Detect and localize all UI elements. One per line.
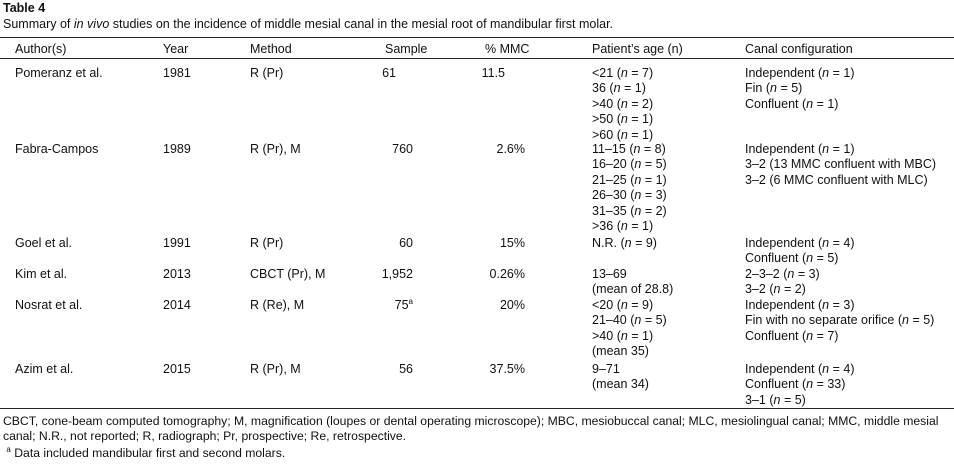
age-line: >40 (n = 1) [592, 328, 654, 343]
table-row-sample [399, 236, 413, 251]
age-line: N.R. (n = 9) [592, 236, 657, 250]
age-line: >50 (n = 1) [592, 112, 654, 127]
table-row-sample [392, 142, 413, 157]
table-row-year: 1991 [163, 236, 191, 250]
config-line: Confluent (n = 1) [745, 96, 839, 111]
header-year: Year [163, 42, 189, 56]
age-line: >40 (n = 2) [592, 96, 654, 111]
sample-value: 760 [392, 142, 413, 156]
config-line: Fin (n = 5) [745, 81, 803, 96]
sample-footnote-mark: a [408, 296, 413, 306]
config-line: Confluent (n = 33) [745, 377, 846, 392]
age-line: <21 (n = 7) [592, 66, 654, 80]
age-line: >36 (n = 1) [592, 218, 654, 233]
config-line: Fin with no separate orifice (n = 5) [745, 313, 935, 328]
table-row-method: R (Pr) [250, 66, 284, 80]
age-line: (mean of 28.8) [592, 282, 674, 297]
table-row-ages [592, 362, 649, 393]
table-row-year: 2014 [163, 298, 191, 312]
caption-text-italic: in vivo [73, 17, 110, 31]
table-row-sample [395, 298, 413, 313]
age-line: 11–15 (n = 8) [592, 142, 666, 156]
age-line: (mean 34) [592, 377, 649, 392]
table-row-method: R (Pr) [250, 236, 284, 250]
table-row-ages [592, 298, 667, 360]
table-row-config [745, 66, 855, 112]
config-line: 3–2 (6 MMC confluent with MLC) [745, 172, 928, 187]
header-canal-config: Canal configuration [745, 42, 853, 56]
caption-text-end: studies on the incidence of middle mesial canal in the mesial root of mandibular first molar. [109, 17, 614, 31]
config-line: Independent (n = 1) [745, 142, 855, 156]
table-row-year: 2013 [163, 267, 191, 281]
sample-value: 60 [399, 236, 413, 250]
header-method: Method [250, 42, 292, 56]
caption-text-start: Summary of [3, 17, 74, 31]
config-line: Independent (n = 4) [745, 362, 855, 376]
table-row-year: 1989 [163, 142, 191, 156]
table-row-ages [592, 267, 673, 298]
header-age: Patient’s age (n) [592, 42, 683, 56]
table-row-sample [382, 267, 413, 282]
config-line: 2–3–2 (n = 3) [745, 267, 820, 281]
footnote-a-mark: a [6, 444, 11, 454]
table-row-method: R (Pr), M [250, 362, 301, 376]
age-line: 9–71 [592, 362, 620, 376]
table-row-author: Goel et al. [15, 236, 72, 250]
table-row-author: Pomeranz et al. [15, 66, 103, 80]
sample-value: 75 [394, 298, 409, 312]
config-line: Confluent (n = 5) [745, 251, 839, 266]
table-row-config [745, 236, 855, 267]
table-row-author: Fabra-Campos [15, 142, 99, 156]
table-row-config [745, 362, 855, 408]
config-line: Confluent (n = 7) [745, 328, 839, 343]
table-row-method: R (Re), M [250, 298, 305, 312]
table-row-year: 1981 [163, 66, 191, 80]
top-rule [0, 37, 954, 38]
age-line: 21–40 (n = 5) [592, 313, 667, 328]
table-row-mmc: 15% [499, 236, 525, 250]
footnote-a-text: Data included mandibular first and second molars. [14, 446, 286, 460]
age-line: 36 (n = 1) [592, 81, 646, 96]
table-row-sample [399, 362, 413, 377]
footnote-abbreviations-line2: canal; N.R., not reported; R, radiograph; Pr, prospective; Re, retrospective. [3, 429, 407, 443]
sample-value: 61 [382, 66, 396, 80]
header-rule [0, 58, 954, 59]
age-line: 16–20 (n = 5) [592, 157, 667, 172]
bottom-rule [0, 408, 954, 409]
age-line: 21–25 (n = 1) [592, 172, 667, 187]
config-line: 3–2 (n = 2) [745, 282, 806, 297]
table-row-config [745, 267, 820, 298]
table-row-mmc: 0.26% [489, 267, 525, 281]
age-line: <20 (n = 9) [592, 298, 654, 312]
age-line: (mean 35) [592, 344, 649, 359]
age-line: 13–69 [592, 267, 627, 281]
age-line: 31–35 (n = 2) [592, 203, 667, 218]
config-line: Independent (n = 1) [745, 66, 855, 80]
sample-value: 56 [399, 362, 413, 376]
table-row-config [745, 298, 934, 344]
table-row-sample [382, 66, 396, 81]
table-caption [3, 17, 613, 31]
footnote-abbreviations-line1: CBCT, cone-beam computed tomography; M, magnification (loupes or dental operating microscope); MBC, mesiobuccal canal; MLC, mesiolingual canal; MMC, middle mesial [3, 414, 939, 428]
table-row-ages [592, 236, 657, 251]
header-author: Author(s) [15, 42, 67, 56]
table-row-method: CBCT (Pr), M [250, 267, 326, 281]
config-line: Independent (n = 3) [745, 298, 855, 312]
table-row-ages [592, 142, 667, 234]
table-row-author: Kim et al. [15, 267, 68, 281]
config-line: Independent (n = 4) [745, 236, 855, 250]
table-row-config [745, 142, 936, 188]
age-line: 26–30 (n = 3) [592, 188, 667, 203]
table-row-author: Azim et al. [15, 362, 74, 376]
footnote-a [3, 446, 285, 461]
header-sample: Sample [385, 42, 428, 56]
table-row-method: R (Pr), M [250, 142, 301, 156]
table-row-mmc: 20% [499, 298, 525, 312]
table-row-mmc: 11.5 [481, 66, 505, 80]
header-mmc: % MMC [485, 42, 530, 56]
table-row-ages [592, 66, 653, 143]
age-line: >60 (n = 1) [592, 127, 654, 142]
table-row-mmc: 2.6% [496, 142, 525, 156]
config-line: 3–2 (13 MMC confluent with MBC) [745, 157, 937, 172]
table-label: Table 4 [3, 1, 46, 15]
table-row-year: 2015 [163, 362, 191, 376]
table-row-author: Nosrat et al. [15, 298, 83, 312]
config-line: 3–1 (n = 5) [745, 392, 806, 407]
sample-value: 1,952 [381, 267, 413, 281]
table-row-mmc: 37.5% [489, 362, 525, 376]
